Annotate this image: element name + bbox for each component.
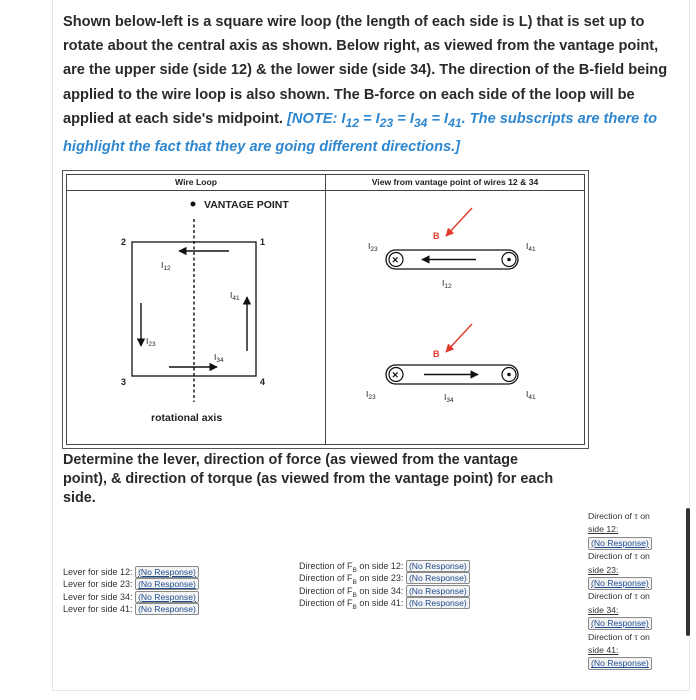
force-response-12[interactable]: (No Response) <box>406 560 470 572</box>
figure-inner <box>66 174 585 445</box>
vantage-view-header: View from vantage point of wires 12 & 34 <box>326 175 584 191</box>
lever-label: Lever for side 34: <box>63 591 133 602</box>
figure-table <box>62 170 589 449</box>
torque-response-34[interactable]: (No Response) <box>588 617 652 630</box>
force-suffix: on side 12: <box>356 561 404 571</box>
force-sub: B <box>352 579 357 587</box>
current-label-41: $I_{41}$ <box>230 290 240 302</box>
torque-list <box>588 510 680 671</box>
vantage-dot <box>191 202 196 207</box>
torque-side: side 12: <box>588 524 619 535</box>
corner-label-4: 4 <box>260 377 266 387</box>
current-label-12: $I_{12}$ <box>161 260 171 272</box>
b-field-label-lower: B <box>433 349 440 359</box>
wire-34-label-41: $I_{41}$ <box>526 389 536 401</box>
corner-label-1: 1 <box>260 237 266 247</box>
x-symbol-lower: × <box>392 369 399 382</box>
vertical-scrollbar[interactable] <box>686 508 690 636</box>
force-list <box>299 560 470 610</box>
force-suffix: on side 34: <box>356 585 404 596</box>
wire-12-label-12: $I_{12}$ <box>442 278 452 290</box>
torque-item <box>588 550 680 590</box>
wire-loop-header: Wire Loop <box>67 175 325 191</box>
lever-row <box>63 566 199 578</box>
torque-label: Direction of τ on <box>588 591 650 602</box>
wire-12-label-41: $I_{41}$ <box>526 241 536 253</box>
force-suffix: on side 23: <box>356 573 404 584</box>
torque-item <box>588 510 680 550</box>
force-response-41[interactable]: (No Response) <box>406 597 470 609</box>
wire-12-dot-center <box>507 258 511 262</box>
torque-label: Direction of τ on <box>588 631 650 642</box>
b-field-arrow-lower <box>446 324 472 352</box>
vantage-view-diagram <box>326 191 584 444</box>
force-suffix: on side 41: <box>356 598 404 609</box>
lever-row <box>63 578 199 590</box>
corner-label-2: 2 <box>121 237 127 247</box>
wire-34-label-34: $I_{34}$ <box>444 392 454 404</box>
wire-34-label-23: $I_{23}$ <box>366 389 376 401</box>
intro-note: [NOTE: $I_{12} = I_{23} = I_{34} = I_{41}$. The subscripts are there to highlight the fact that they are going different directions.] <box>63 110 658 155</box>
wire-loop-diagram <box>67 191 325 444</box>
lever-label: Lever for side 41: <box>63 604 133 615</box>
b-field-label-upper: B <box>433 231 440 241</box>
torque-response-12[interactable]: (No Response) <box>588 537 652 550</box>
force-sub: B <box>352 603 357 611</box>
x-symbol-upper: × <box>392 254 399 267</box>
force-label: Direction of F <box>299 585 353 596</box>
force-response-34[interactable]: (No Response) <box>406 585 470 597</box>
torque-label: Direction of τ on <box>588 551 650 562</box>
current-label-23: $I_{23}$ <box>146 336 156 348</box>
rotational-axis-label: rotational axis <box>151 412 223 424</box>
problem-statement <box>63 10 675 159</box>
torque-label: Direction of τ on <box>588 511 650 521</box>
b-field-arrow-upper <box>446 208 472 236</box>
lever-response-23[interactable]: (No Response) <box>135 578 199 590</box>
force-row <box>299 572 470 587</box>
force-label: Direction of F <box>299 561 353 571</box>
torque-response-23[interactable]: (No Response) <box>588 577 652 590</box>
torque-item <box>588 631 680 671</box>
lever-row <box>63 603 199 615</box>
question-text: Determine the lever, direction of force (as viewed from the vantage point), & direction of torque (as viewed from the vantage point) for each side. <box>63 452 554 506</box>
force-label: Direction of F <box>299 573 353 584</box>
corner-label-3: 3 <box>121 377 127 387</box>
force-label: Direction of F <box>299 598 353 609</box>
torque-side: side 34: <box>588 604 619 615</box>
force-sub: B <box>352 591 357 599</box>
force-response-23[interactable]: (No Response) <box>406 572 470 584</box>
wire-12-label-23: $I_{23}$ <box>368 241 378 253</box>
lever-label: Lever for side 12: <box>63 567 133 577</box>
wire-34-dot-center <box>507 373 511 377</box>
vantage-label: VANTAGE POINT <box>204 199 289 211</box>
force-row <box>299 585 470 597</box>
torque-side: side 41: <box>588 645 619 656</box>
lever-response-41[interactable]: (No Response) <box>135 603 199 615</box>
lever-response-12[interactable]: (No Response) <box>135 566 199 578</box>
lever-response-34[interactable]: (No Response) <box>135 591 199 603</box>
torque-side: side 23: <box>588 564 619 575</box>
intro-text: Shown below-left is a square wire loop (the length of each side is L) that is set up to rotate about the central axis as shown. Below right, as viewed from the vantage point, are the upper side (side 12) & the lower side (side 34). The direction of the B-field being applied to the wire loop is also shown. The B-force on each side of the loop will be applied at each side's midpoint. <box>63 14 668 127</box>
torque-item <box>588 590 680 630</box>
force-row <box>299 597 470 609</box>
torque-response-41[interactable]: (No Response) <box>588 657 652 670</box>
lever-list <box>63 566 199 616</box>
lever-label: Lever for side 23: <box>63 579 133 590</box>
force-sub: B <box>352 566 357 574</box>
current-label-34: $I_{34}$ <box>214 352 224 364</box>
force-row <box>299 560 470 572</box>
lever-row <box>63 591 199 603</box>
